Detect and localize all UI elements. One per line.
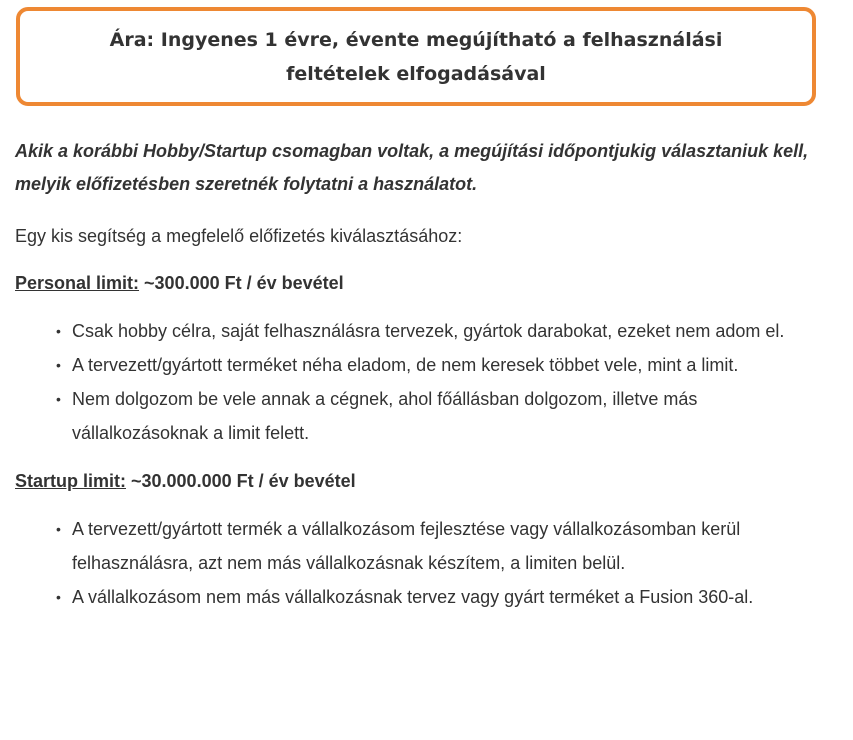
bullet-icon: • [56,323,61,339]
list-item [56,314,835,348]
list-item [56,580,835,614]
personal-limit-label: Personal limit: [15,273,140,293]
bullet-icon: • [56,521,61,537]
startup-limit-value: ~30.000.000 Ft / év bevétel [126,471,356,491]
personal-limit-list [15,314,835,450]
list-item-text: Nem dolgozom be vele annak a cégnek, ahol főállásban dolgozom, illetve más vállalkozásoknak a limit felett. [72,389,698,443]
list-item-text: A tervezett/gyártott terméket néha eladom, de nem keresek többet vele, mint a limit. [72,355,739,375]
price-text: Ára: Ingyenes 1 évre, évente megújítható a felhasználási feltételek elfogadásával [109,28,723,85]
bullet-icon: • [56,391,61,407]
content [15,135,835,632]
list-item [56,348,835,382]
list-item-text: A tervezett/gyártott termék a vállalkozásom fejlesztése vagy vállalkozásomban kerül felhasználásra, azt nem más vállalkozásnak készítem, a limiten belül. [72,519,741,573]
bullet-icon: • [56,589,61,605]
help-text: Egy kis segítség a megfelelő előfizetés kiválasztásához: [15,226,463,246]
list-item [56,512,835,580]
bullet-icon: • [56,357,61,373]
price-box [16,7,816,106]
startup-limit-list [15,512,835,614]
list-item [56,382,835,450]
startup-limit-heading [15,468,835,494]
personal-limit-value: ~300.000 Ft / év bevétel [139,273,344,293]
list-item-text: A vállalkozásom nem más vállalkozásnak tervez vagy gyárt terméket a Fusion 360-al. [72,587,754,607]
list-item-text: Csak hobby célra, saját felhasználásra tervezek, gyártok darabokat, ezeket nem adom el. [72,321,785,341]
startup-limit-label: Startup limit: [15,471,126,491]
intro-note: Akik a korábbi Hobby/Startup csomagban voltak, a megújítási időpontjukig választaniuk kell, melyik előfizetésben szeretnék folytatni a használatot. [15,141,809,194]
personal-limit-heading [15,270,835,296]
